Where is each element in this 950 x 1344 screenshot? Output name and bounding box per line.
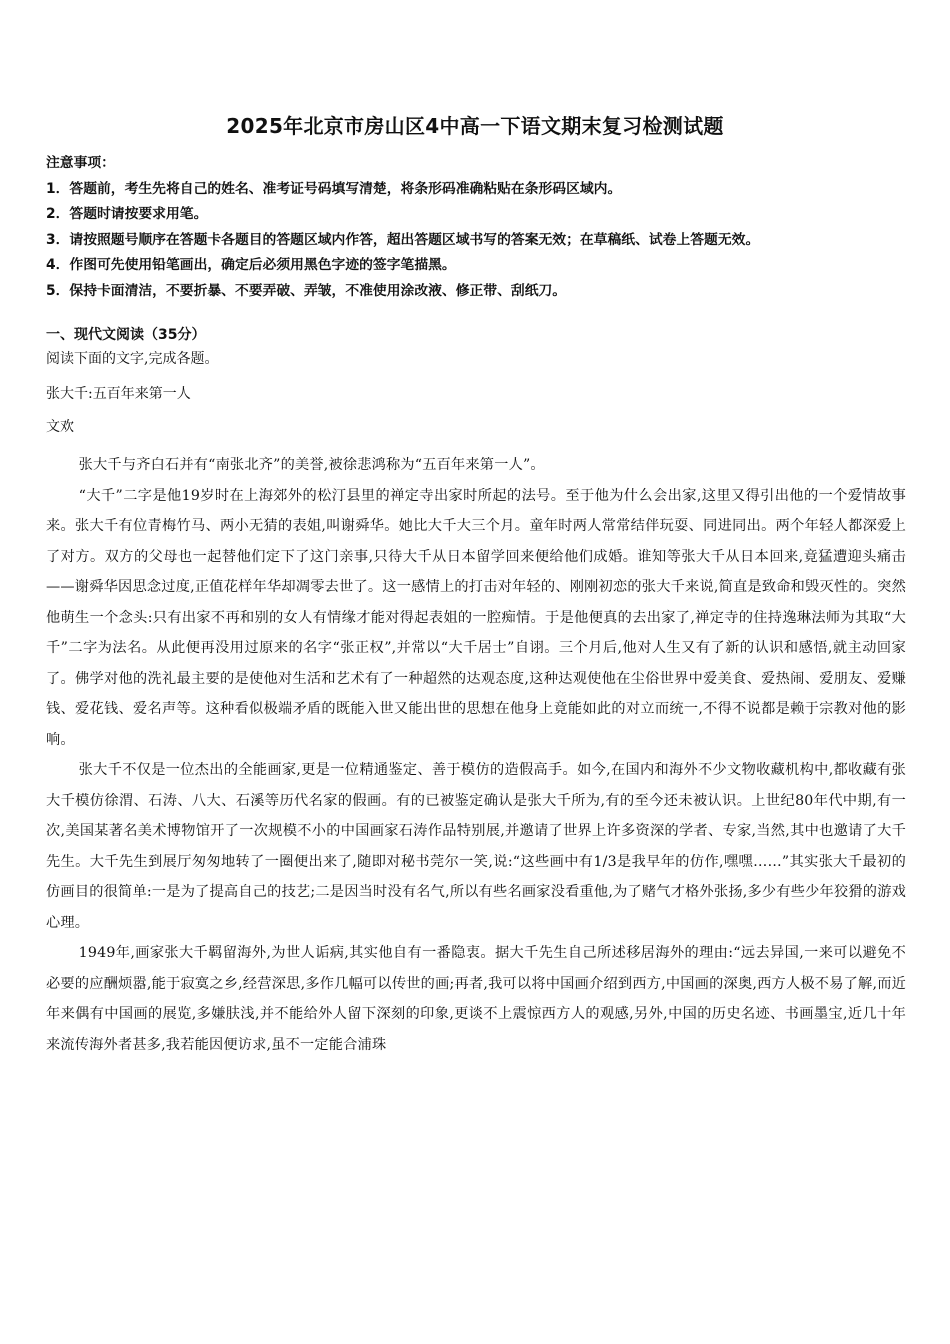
notice-item: 2．答题时请按要求用笔。	[46, 206, 208, 222]
article-author: 文欢	[46, 419, 74, 435]
notice-item: 1．答题前，考生先将自己的姓名、准考证号码填写清楚，将条形码准确粘贴在条形码区域内。	[46, 180, 622, 197]
notice-item: 4．作图可先使用铅笔画出，确定后必须用黑色字迹的签字笔描黑。	[46, 257, 456, 273]
section-heading: 一、现代文阅读（35分）	[46, 327, 206, 343]
article-paragraph: 张大千不仅是一位杰出的全能画家,更是一位精通鉴定、善于模仿的造假高手。如今,在国内和海外不少文物收藏机构中,都收藏有张大千模仿徐渭、石涛、八大、石溪等历代名家的假画。有的已被鉴定确认是张大千所为,有的至今还未被认识。上世纪80年代中期,有一次,美国某著名美术博物馆开了一次规模不小的中国画家石涛作品特别展,并邀请了世界上许多资深的学者、专家,当然,其中也邀请了大千先生。大千先生到展厅匆匆地转了一圈便出来了,随即对秘书莞尔一笑,说:“这些画中有1/3是我早年的仿作,嘿嘿……”其实张大千最初的仿画目的很简单:一是为了提高自己的技艺;二是因当时没有名气,所以有些名画家没看重他,为了赌气才格外张扬,多少有些少年狡猾的游戏心理。	[46, 762, 906, 931]
page-title: 2025年北京市房山区4中高一下语文期末复习检测试题	[226, 114, 724, 138]
notice-item: 3．请按照题号顺序在答题卡各题目的答题区域内作答，超出答题区域书写的答案无效；在草稿纸、试卷上答题无效。	[46, 231, 760, 248]
notice-heading: 注意事项：	[46, 155, 115, 171]
article-paragraph: “大千”二字是他19岁时在上海郊外的松汀县里的禅定寺出家时所起的法号。至于他为什么会出家,这里又得引出他的一个爱情故事来。张大千有位青梅竹马、两小无猜的表姐,叫谢舜华。她比大千大三个月。童年时两人常常结伴玩耍、同进同出。两个年轻人都深爱上了对方。双方的父母也一起替他们定下了这门亲事,只待大千从日本留学回来便给他们成婚。谁知等张大千从日本回来,竟猛遭迎头痛击——谢舜华因思念过度,正值花样年华却凋零去世了。这一感情上的打击对年轻的、刚刚初恋的张大千来说,简直是致命和毁灭性的。突然他萌生一个念头:只有出家不再和别的女人有情缘才能对得起表姐的一腔痴情。于是他便真的去出家了,禅定寺的住持逸琳法师为其取“大千”二字为法名。从此便再没用过原来的名字“张正权”,并常以“大千居士”自诩。三个月后,他对人生又有了新的认识和感悟,就主动回家了。佛学对他的洗礼最主要的是使他对生活和艺术有了一种超然的达观态度,这种达观使他在尘俗世界中爱美食、爱热闹、爱朋友、爱赚钱、爱花钱、爱名声等。这种看似极端矛盾的既能入世又能出世的思想在他身上竟能如此的对立而统一,不得不说都是赖于宗教对他的影响。	[46, 487, 906, 748]
notice-block	[46, 151, 916, 304]
article-body	[46, 450, 906, 1060]
reading-instruction: 阅读下面的文字,完成各题。	[46, 351, 219, 367]
article-title: 张大千:五百年来第一人	[46, 386, 191, 402]
notice-item: 5．保持卡面清洁，不要折暴、不要弄破、弄皱，不准使用涂改液、修正带、刮纸刀。	[46, 282, 567, 299]
article-paragraph: 1949年,画家张大千羁留海外,为世人诟病,其实他自有一番隐衷。据大千先生自己所述移居海外的理由:“远去异国,一来可以避免不必要的应酬烦嚣,能于寂寞之乡,经营深思,多作几幅可以传世的画;再者,我可以将中国画介绍到西方,中国画的深奥,西方人极不易了解,而近年来偶有中国画的展览,多嫌肤浅,并不能给外人留下深刻的印象,更谈不上震惊西方人的观感,另外,中国的历史名迹、书画墨宝,近几十年来流传海外者甚多,我若能因便访求,虽不一定能合浦珠	[46, 945, 906, 1053]
article-paragraph: 张大千与齐白石并有“南张北齐”的美誉,被徐悲鸿称为“五百年来第一人”。	[78, 457, 545, 473]
